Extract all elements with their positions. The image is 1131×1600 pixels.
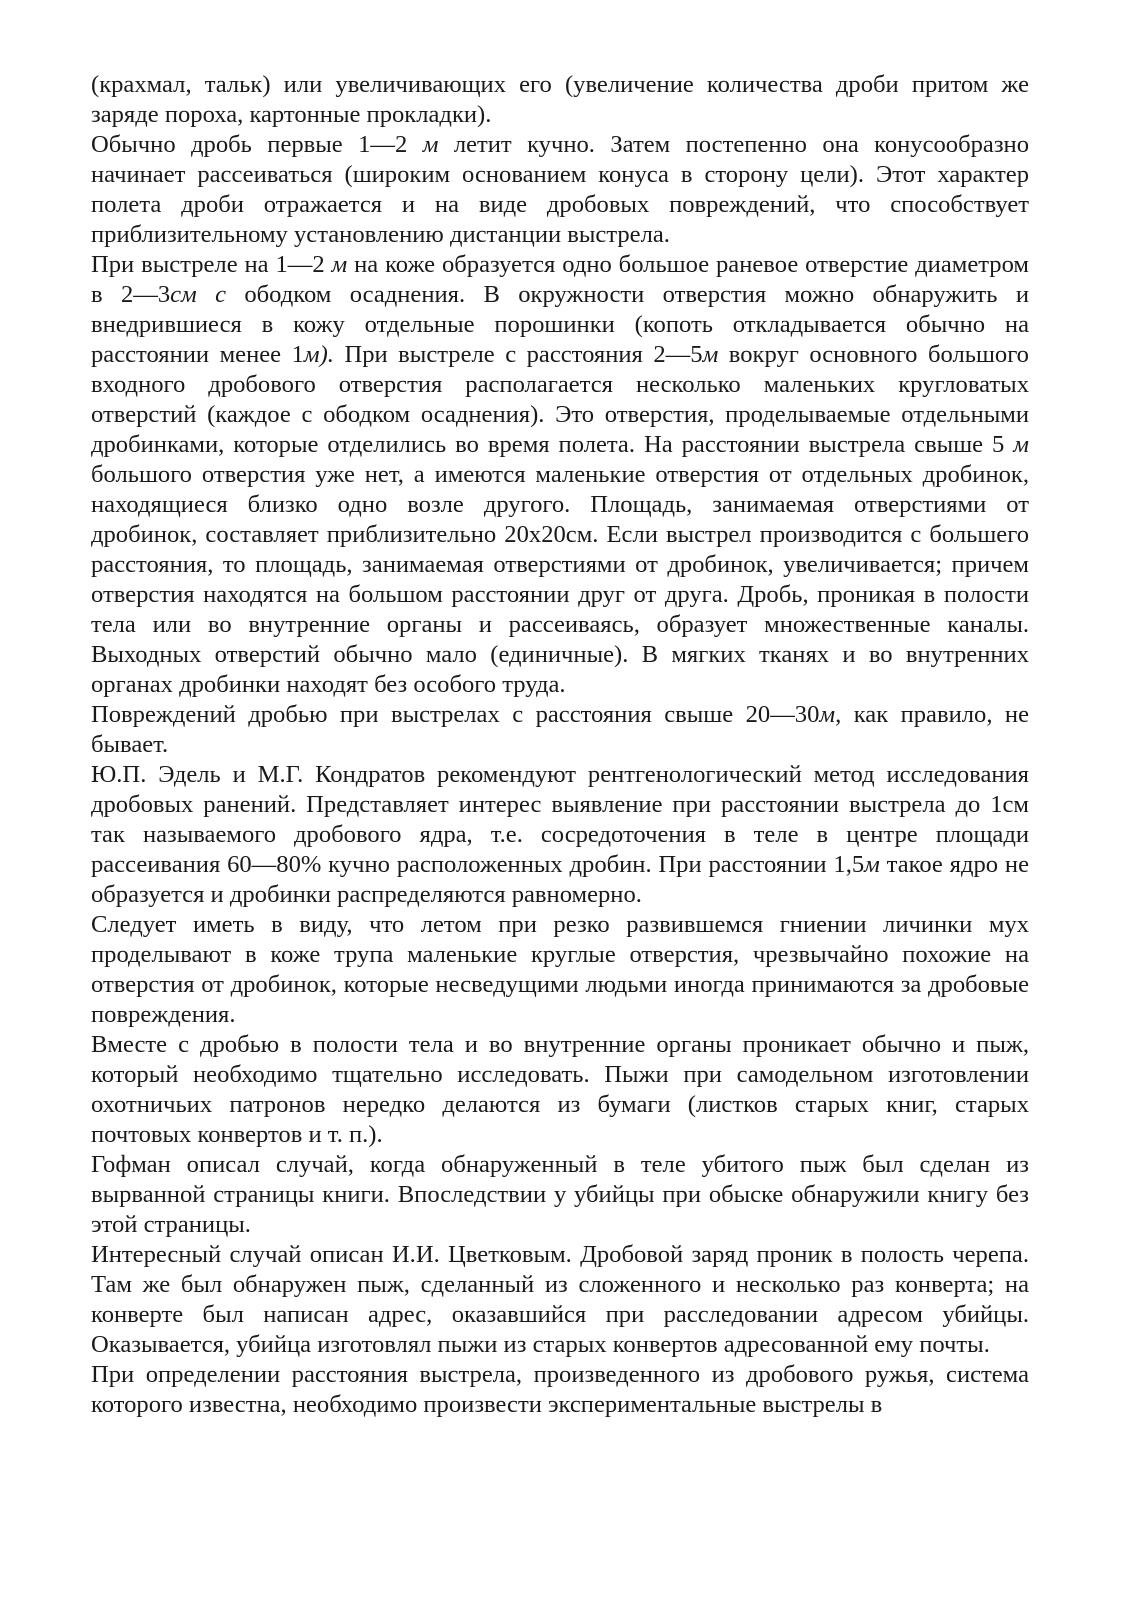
text-segment: такое ядро не образуется и дробинки распределяются равномерно. — [91, 851, 1029, 908]
italic-unit: м — [331, 251, 348, 278]
paragraph-3 — [91, 250, 1029, 700]
document-page — [91, 70, 1029, 1420]
text-segment: (крахмал, тальк) или увеличивающих его (увеличение количества дроби притом же заряде пороха, картонные прокладки). — [91, 71, 1029, 128]
text-segment: При выстреле на 1—2 — [91, 251, 332, 278]
text-segment: При определении расстояния выстрела, произведенного из дробового ружья, система которого известна, необходимо произвести экспериментальные выстрелы в — [91, 1361, 1029, 1418]
text-segment: Следует иметь в виду, что летом при резко развившемся гниении личинки мух проделывают в коже трупа маленькие круглые отверстия, чрезвычайно похожие на отверстия от дробинок, которые несведущими людьми иногда принимаются за дробовые повреждения. — [91, 911, 1029, 1028]
text-segment: Вместе с дробью в полости тела и во внутренние органы проникает обычно и пыж, который необходимо тщательно исследовать. Пыжи при самодельном изготовлении охотничьих патронов нередко делаются из бумаги (листков старых книг, старых почтовых конвертов и т. п.). — [91, 1031, 1029, 1148]
italic-unit: м, — [819, 701, 842, 728]
text-segment: как правило, не бывает. — [91, 701, 1029, 758]
text-segment: вокруг основного большого входного дробового отверстия располагается несколько маленьких кругловатых отверстий (каждое с ободком осаднения). Это отверстия, проделываемые отдельными дробинками, которые отделились во время полета. На расстоянии выстрела свыше 5 — [91, 341, 1029, 458]
text-segment: на коже образуется одно большое раневое отверстие диаметром в 2—3 — [91, 251, 1029, 308]
italic-unit: см с — [170, 281, 227, 308]
text-segment: При выстреле с расстояния 2—5 — [333, 341, 703, 368]
paragraph-2 — [91, 130, 1029, 250]
paragraph-4 — [91, 700, 1029, 760]
italic-unit: м — [702, 341, 719, 368]
paragraph-5 — [91, 760, 1029, 910]
paragraph-7 — [91, 1030, 1029, 1150]
text-segment: летит кучно. Затем постепенно она конусообразно начинает рассеиваться (широким основанием конуса в сторону цели). Этот характер полета дроби отражается и на виде дробовых повреждений, что способствует приблизительному установлению дистанции выстрела. — [91, 131, 1029, 248]
italic-unit: м — [864, 851, 880, 878]
text-segment: большого отверстия уже нет, а имеются маленькие отверстия от отдельных дробинок, находящиеся близко одно возле другого. Площадь, занимаемая отверстиями от дробинок, составляет приблизительно 20x20см. Если выстрел производится с большего расстояния, то площадь, занимаемая отверстиями от дробинок, увеличивается; причем отверстия находятся на большом расстоянии друг от друга. Дробь, проникая в полости тела или во внутренние органы и рассеиваясь, образует множественные каналы. Выходных отверстий обычно мало (единичные). В мягких тканях и во внутренних органах дробинки находят без особого труда. — [91, 461, 1029, 698]
text-segment: ободком осаднения. В окружности отверстия можно обнаружить и внедрившиеся в кожу отдельные порошинки (копоть откладывается обычно на расстоянии менее 1 — [91, 281, 1029, 368]
paragraph-1 — [91, 70, 1029, 130]
paragraph-9 — [91, 1240, 1029, 1360]
text-segment: Повреждений дробью при выстрелах с расстояния свыше 20—30 — [91, 701, 820, 728]
italic-unit: м — [422, 131, 439, 158]
text-segment: Обычно дробь первые 1—2 — [91, 131, 423, 158]
paragraph-6 — [91, 910, 1029, 1030]
text-segment: Интересный случай описан И.И. Цветковым. Дробовой заряд проник в полость черепа. Там же был обнаружен пыж, сделанный из сложенного и несколько раз конверта; на конверте был написан адрес, оказавшийся при расследовании адресом убийцы. Оказывается, убийца изготовлял пыжи из старых конвертов адресованной ему почты. — [91, 1241, 1029, 1358]
italic-unit: м). — [303, 341, 334, 368]
paragraph-10 — [91, 1360, 1029, 1420]
text-segment: Ю.П. Эдель и М.Г. Кондратов рекомендуют рентгенологический метод исследования дробовых ранений. Представляет интерес выявление при расстоянии выстрела до 1см так называемого дробового ядра, т.е. сосредоточения в теле в центре площади рассеивания 60—80% кучно расположенных дробин. При расстоянии 1,5 — [91, 761, 1029, 878]
paragraph-8 — [91, 1150, 1029, 1240]
text-segment: Гофман описал случай, когда обнаруженный в теле убитого пыж был сделан из вырванной страницы книги. Впоследствии у убийцы при обыске обнаружили книгу без этой страницы. — [91, 1151, 1029, 1238]
italic-unit: м — [1013, 431, 1029, 458]
